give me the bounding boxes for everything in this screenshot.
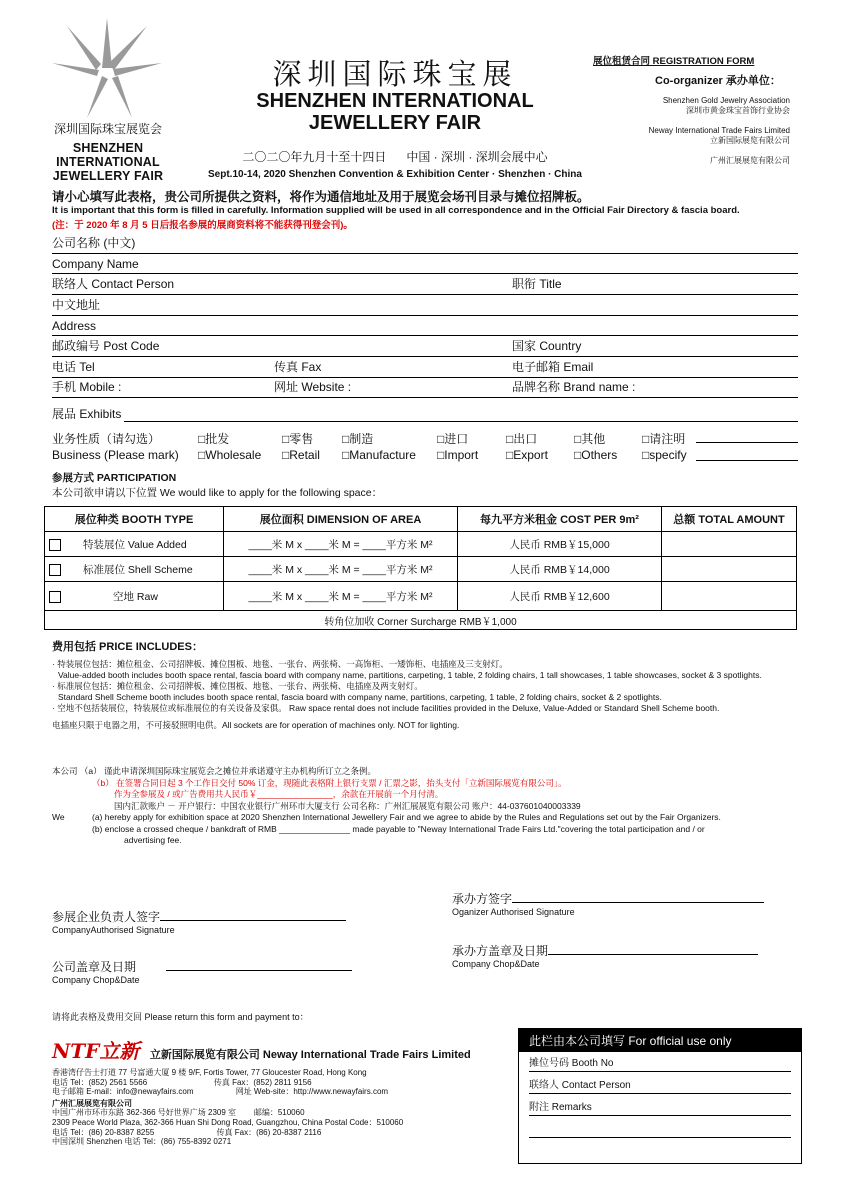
exhibits-line [124, 409, 798, 422]
org-sig-line [512, 902, 764, 903]
postcode-label: 邮政编号 Post Code [52, 339, 160, 353]
exhibits-label: 展品 Exhibits [52, 407, 122, 421]
official-head: 此栏由本公司填写 For official use only [519, 1029, 801, 1052]
col-cost: 每九平方米租金 COST PER 9m² [458, 507, 662, 532]
remarks-label: 附注 Remarks [529, 1102, 592, 1113]
fax-label: 传真 Fax [274, 360, 322, 374]
country-label: 国家 Country [512, 339, 582, 353]
registration-form-label: 展位租赁合同 REGISTRATION FORM [593, 56, 755, 67]
booth-type: 特装展位 Value Added [83, 538, 187, 551]
logo-en-3: JEWELLERY FAIR [52, 169, 164, 183]
booth-table [44, 506, 797, 630]
company-en-label: Company Name [52, 257, 139, 271]
title-en-1: SHENZHEN INTERNATIONAL [256, 90, 534, 112]
term-b-cn: （b） 在签署合同日起 3 个工作日交付 50% 订金，现随此表格附上银行支票 / 汇票之影，抬头支付「立新国际展览有限公司」。 [92, 777, 567, 788]
price-line-5: · 空地不包括装展位，特装展位或标准展位的有关设备及家俱。 Raw space rental does not include facilities provided in the Deluxe, Value-Added or Standard Shell Scheme booth. [52, 703, 720, 713]
participation-text: 本公司欲申请以下位置 We would like to apply for the following space： [52, 487, 383, 499]
comp-chop-cn: 公司盖章及日期 [52, 960, 137, 974]
addr-line: 香港湾仔告士打道 77 号富通大厦 9 楼 9/F, Fortis Tower, 77 Gloucester Road, Hong Kong [52, 1068, 367, 1077]
remarks-field[interactable] [529, 1097, 791, 1116]
term-c-cn: 作为全参展及 / 或广告费用共人民币￥________________，余款在开展前一个月付清。 [114, 789, 444, 799]
cost-cell: 人民币 RMB￥15,000 [458, 532, 662, 557]
coorganizer-label: Co-organizer 承办单位： [655, 75, 781, 87]
addr-line: 电话 Tel：(86) 20-8387 8255 传真 Fax：(86) 20-8387 2116 [52, 1127, 322, 1137]
title-cn: 深圳国际珠宝展 [272, 57, 518, 91]
exhibits-row[interactable] [52, 404, 798, 424]
table-row [45, 557, 797, 582]
total-cell[interactable] [662, 532, 797, 557]
contact-label: 联络人 Contact Person [52, 277, 175, 291]
checkbox[interactable] [49, 564, 61, 576]
specify-line-2 [696, 460, 798, 461]
mobile-row[interactable] [52, 377, 798, 398]
org1-cn: 深圳市黄金珠宝首饰行业协会 [686, 106, 790, 115]
business-options [52, 430, 802, 466]
company-cn-label: 公司名称 (中文) [52, 236, 136, 250]
remarks-line-2[interactable] [529, 1119, 791, 1138]
company-en-field[interactable] [52, 253, 798, 274]
comp-chop-en: Company Chop&Date [52, 975, 140, 985]
opt-en-manufacture[interactable]: □Manufacture [342, 448, 416, 462]
logo-en-2: INTERNATIONAL [56, 155, 160, 169]
email-label: 电子邮箱 Email [512, 360, 594, 374]
mobile-label: 手机 Mobile : [52, 380, 122, 394]
tel-label: 电话 Tel [52, 360, 95, 374]
postcode-row[interactable] [52, 336, 798, 357]
business-label-cn: 业务性质（请勾选） [52, 432, 161, 446]
contact-row[interactable] [52, 274, 798, 295]
business-label-en: Business (Please mark) [52, 448, 179, 462]
opt-en-specify[interactable]: □specify [642, 448, 687, 462]
date-en: Sept.10-14, 2020 Shenzhen Convention & Exhibition Center · Shenzhen · China [208, 169, 582, 180]
page-title [190, 58, 600, 180]
participation [52, 470, 382, 500]
org1-en: Shenzhen Gold Jewelry Association [662, 96, 790, 105]
tel-row[interactable] [52, 357, 798, 378]
opt-cn-specify[interactable]: □请注明 [642, 432, 686, 446]
col-booth-type: 展位种类 BOOTH TYPE [45, 507, 224, 532]
logo-en-1: SHENZHEN [72, 141, 144, 155]
opt-cn-wholesale[interactable]: □批发 [198, 432, 230, 446]
opt-en-export[interactable]: □Export [506, 448, 548, 462]
dimension-cell[interactable]: ____米 M x ____米 M = ____平方米 M² [224, 532, 458, 557]
addr-line: 2309 Peace World Plaza, 362-366 Huan Shi Dong Road, Guangzhou, China Postal Code：510060 [52, 1117, 404, 1127]
table-row [45, 582, 797, 611]
opt-cn-manufacture[interactable]: □制造 [342, 432, 374, 446]
org-sig-en: Oganizer Authorised Signature [452, 907, 575, 917]
dimension-cell[interactable]: ____米 M x ____米 M = ____平方米 M² [224, 582, 458, 611]
opt-cn-others[interactable]: □其他 [574, 432, 606, 446]
booth-table-header [45, 507, 797, 532]
surcharge: 转角位加收 Corner Surcharge RMB￥1,000 [45, 611, 797, 630]
opt-en-import[interactable]: □Import [437, 448, 479, 462]
specify-line-1 [696, 442, 798, 443]
opt-en-retail[interactable]: □Retail [282, 448, 320, 462]
org-chop-cn: 承办方盖章及日期 [452, 944, 549, 958]
cost-cell: 人民币 RMB￥12,600 [458, 582, 662, 611]
org-2 [649, 126, 790, 146]
official-use-box [518, 1028, 802, 1164]
bank-info: 国内汇款账户 － 开户银行：中国农业银行广州环市大厦支行 公司名称：广州汇展展览有限公司 账户：44-037601040003339 [114, 800, 581, 811]
total-cell[interactable] [662, 582, 797, 611]
price-title: 费用包括 PRICE INCLUDES： [52, 641, 203, 653]
booth-type-cell[interactable] [45, 557, 224, 582]
title-label: 职衔 Title [512, 277, 562, 291]
addr-cn-label: 中文地址 [52, 298, 101, 312]
addr-line: 电话 Tel：(852) 2561 5566 传真 Fax：(852) 2811 9156 [52, 1077, 312, 1087]
company-signature[interactable] [52, 908, 346, 935]
comp-sig-line [160, 920, 346, 921]
dimension-cell[interactable]: ____米 M x ____米 M = ____平方米 M² [224, 557, 458, 582]
term-a-cn: 本公司 （a） 谨此申请深圳国际珠宝展览会之摊位并承诺遵守主办机构所订立之条例。 [52, 766, 376, 776]
price-line-3: · 标准展位包括：摊位租金、公司招牌板、摊位围板、地毯、一张台、两张椅、电插座及两支射灯。 [52, 681, 423, 691]
term-b-en-2: advertising fee. [124, 835, 182, 845]
date-cn: 二〇二〇年九月十至十四日 中国 · 深圳 · 深圳会展中心 [242, 150, 548, 164]
ntf-header [52, 1035, 512, 1064]
total-cell[interactable] [662, 557, 797, 582]
table-row [45, 532, 797, 557]
org-chop-line [548, 954, 758, 955]
checkbox[interactable] [49, 539, 61, 551]
address-block [52, 1068, 403, 1147]
booth-no-field[interactable] [529, 1053, 791, 1072]
opt-en-others[interactable]: □Others [574, 448, 618, 462]
addr-en-field[interactable] [52, 315, 798, 336]
booth-type-cell[interactable] [45, 582, 224, 611]
addr-line: 广州汇展展览有限公司 [52, 1098, 132, 1108]
col-total: 总额 TOTAL AMOUNT [662, 507, 797, 532]
organizer-chop[interactable] [452, 942, 758, 969]
addr-cn-field[interactable] [52, 295, 798, 316]
opt-cn-import[interactable]: □进口 [437, 432, 469, 446]
org-chop-en: Company Chop&Date [452, 959, 540, 969]
org3-cn: 广州汇展展览有限公司 [710, 156, 790, 165]
cost-cell: 人民币 RMB￥14,000 [458, 557, 662, 582]
official-contact-label: 联络人 Contact Person [529, 1080, 631, 1091]
org2-cn: 立新国际展览有限公司 [710, 136, 790, 145]
ntf-logo: NTF立新 [52, 1039, 140, 1063]
surcharge-row [45, 611, 797, 630]
price-line-4: Standard Shell Scheme booth includes booth space rental, fascia board with company name, partitions, carpeting, 1 table, 2 folding chairs, socket & 2 spotlights. [58, 692, 662, 702]
org-sig-cn: 承办方签字 [452, 892, 513, 906]
company-chop[interactable] [52, 958, 352, 985]
notice-red: (注：于 2020 年 8 月 5 日后报名参展的展商资料将不能获得刊登会刊)。 [52, 220, 353, 231]
booth-type-cell[interactable] [45, 532, 224, 557]
booth-no-label: 摊位号码 Booth No [529, 1058, 614, 1069]
fair-logo-text [38, 120, 178, 183]
org2-en: Neway International Trade Fairs Limited [648, 126, 790, 135]
organizer-signature[interactable] [452, 890, 764, 917]
opt-cn-export[interactable]: □出口 [506, 432, 538, 446]
title-en-2: JEWELLERY FAIR [308, 112, 482, 134]
participation-title: 参展方式 PARTICIPATION [52, 472, 177, 484]
comp-chop-line [166, 970, 352, 971]
col-dimension: 展位面积 DIMENSION OF AREA [224, 507, 458, 532]
term-b-en: (b) enclose a crossed cheque / bankdraft of RMB _______________ made payable to "Neway International Trade Fairs Ltd."covering the total participation and / or [92, 823, 705, 834]
official-contact-field[interactable] [529, 1075, 791, 1094]
booth-type: 标准展位 Shell Scheme [83, 563, 193, 576]
notice [52, 187, 812, 231]
brand-label: 品牌名称 Brand name : [512, 380, 636, 394]
opt-cn-retail[interactable]: □零售 [282, 432, 314, 446]
booth-type: 空地 Raw [113, 590, 158, 603]
notice-en: It is important that this form is filled in carefully. Information supplied will be used in all correspondence and in the Official Fair Directory & fascia board. [52, 205, 740, 216]
comp-sig-cn: 参展企业负责人签字 [52, 910, 161, 924]
addr-line: 中国广州市环市东路 362-366 号好世界广场 2309 室 邮编：510060 [52, 1108, 305, 1118]
logo-cn: 深圳国际珠宝展览会 [53, 122, 162, 136]
notice-cn: 请小心填写此表格，贵公司所提供之资料，将作为通信地址及用于展览会场刊目录与摊位招牌板。 [52, 190, 590, 204]
term-a-en: (a) hereby apply for exhibition space at 2020 Shenzhen International Jewellery Fair and we agree to abide by the Rules and Regulations set out by the Fair Organizers. [92, 812, 721, 822]
addr-line: 中国深圳 Shenzhen 电话 Tel：(86) 755-8392 0271 [52, 1137, 232, 1147]
term-we: We [52, 812, 65, 822]
ntf-name: 立新国际展览有限公司 Neway International Trade Fairs Limited [149, 1049, 471, 1061]
addr-line: 电子邮箱 E-mail：info@newayfairs.com 网址 Web-site：http://www.newayfairs.com [52, 1087, 389, 1097]
fair-logo-star [52, 18, 162, 118]
org-1 [663, 96, 790, 116]
price-line-1: · 特装展位包括：摊位租金、公司招牌板、摊位围板、地毯、一张台、两张椅、一高饰柜、一矮饰柜、电插座及三支射灯。 [52, 659, 508, 669]
price-line-6: 电插座只限于电器之用，不可接驳照明电供。All sockets are for operation of machines only. NOT for lighting. [52, 720, 460, 730]
opt-en-wholesale[interactable]: □Wholesale [198, 448, 262, 462]
company-cn-field[interactable] [52, 233, 798, 254]
website-label: 网址 Website : [274, 380, 352, 394]
addr-en-label: Address [52, 319, 97, 333]
checkbox[interactable] [49, 591, 61, 603]
return-instruction: 请将此表格及费用交回 Please return this form and payment to： [52, 1012, 309, 1022]
comp-sig-en: CompanyAuthorised Signature [52, 925, 175, 935]
price-line-2: Value-added booth includes booth space rental, fascia board with company name, partitions, carpeting, 1 table, 2 folding chairs, 1 tall showcases, 1 table showcases, socket & 3 spotlights. [58, 670, 762, 680]
terms [52, 766, 812, 847]
price-includes [52, 642, 802, 731]
